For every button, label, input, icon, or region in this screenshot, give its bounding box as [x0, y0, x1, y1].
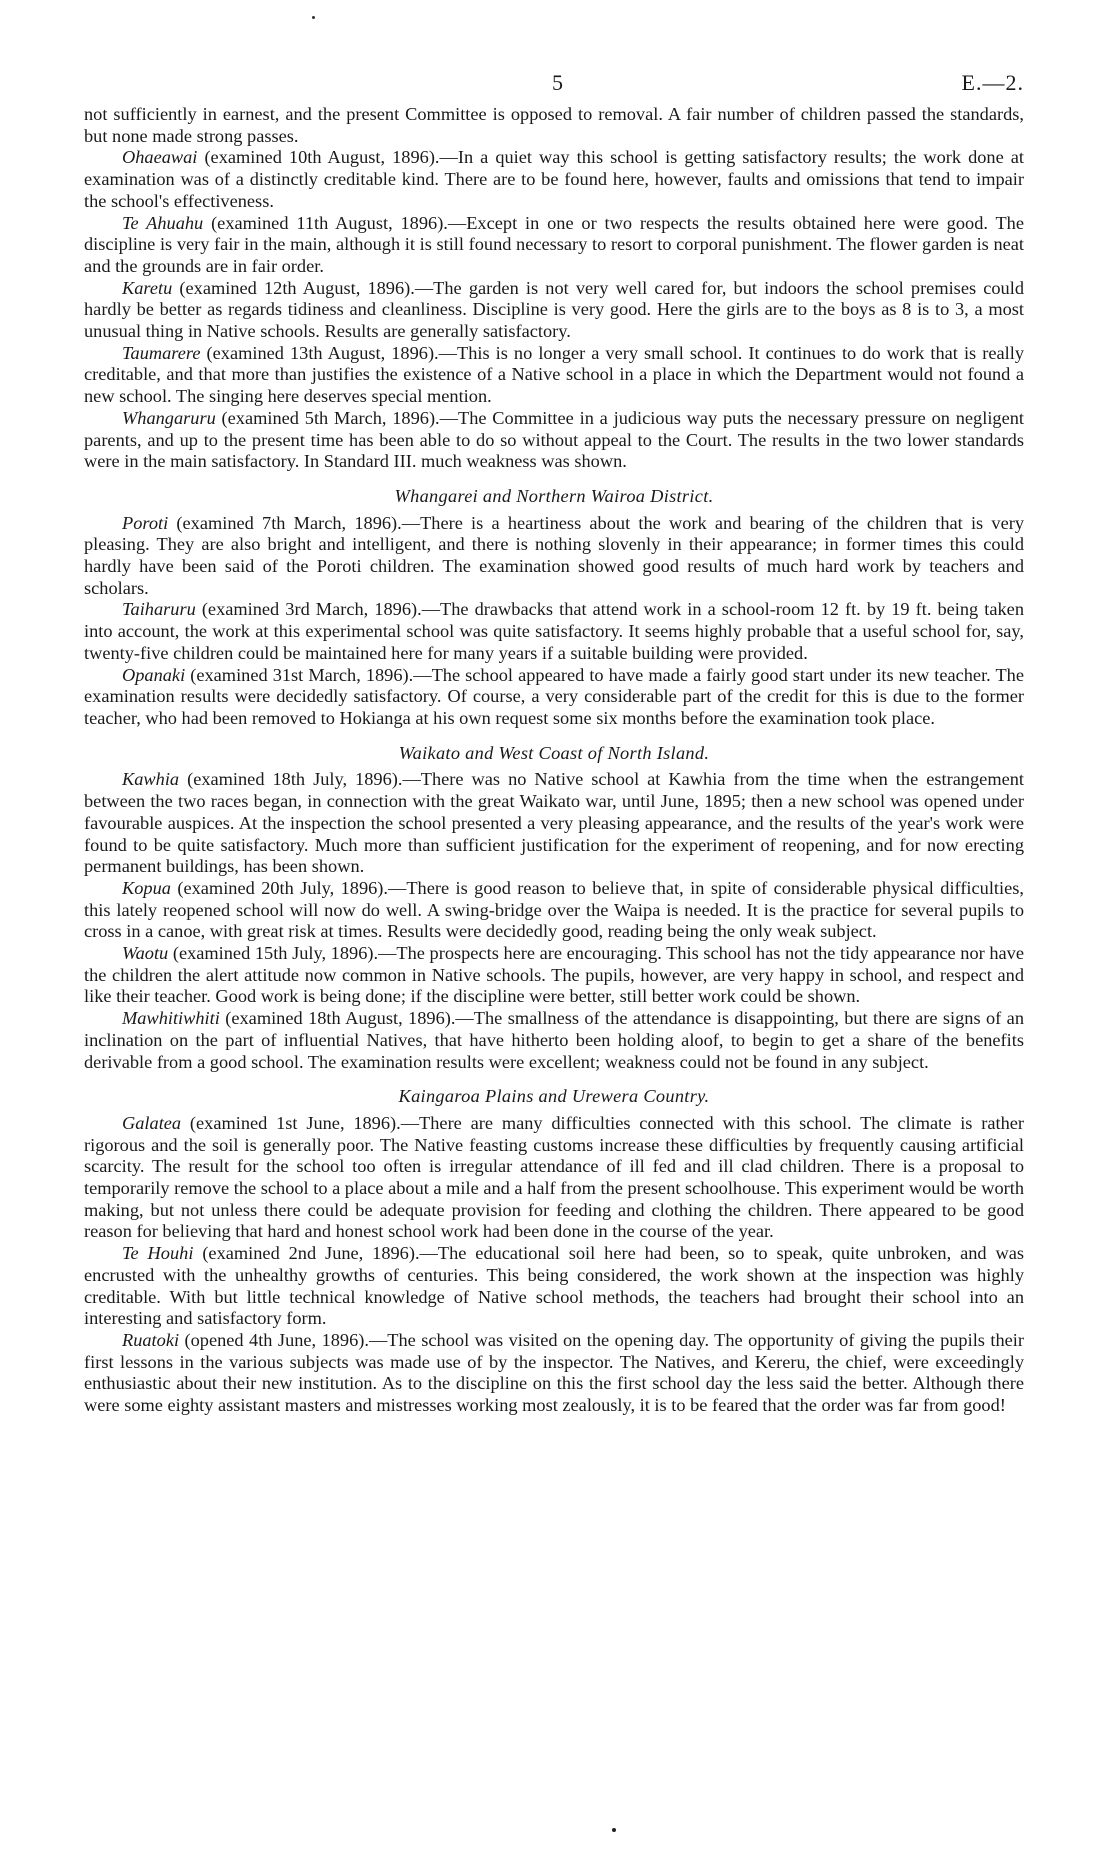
school-name: Waotu: [122, 943, 169, 964]
school-entry-taumarere: [84, 343, 1024, 408]
school-entry-poroti: [84, 513, 1024, 600]
school-name: Ohaeawai: [122, 147, 198, 168]
school-entry-taiharuru: [84, 599, 1024, 664]
school-entry-galatea: [84, 1113, 1024, 1243]
entry-text: (examined 15th July, 1896).—The prospects here are encouraging. This school has not the tidy appearance nor have the children the alert attitude now common in Native schools. The pupils, however, are very happy in school, and respect and like their teacher. Good work is being done; if the discipline were better, still better work could be shown.: [84, 943, 1024, 1007]
school-name: Karetu: [122, 277, 173, 298]
school-entry-whangaruru: [84, 408, 1024, 473]
speck-mark: [312, 16, 315, 19]
speck-mark: [612, 1828, 616, 1832]
school-entry-karetu: [84, 278, 1024, 343]
school-name: Ruatoki: [122, 1329, 180, 1350]
entry-text: (examined 7th March, 1896).—There is a heartiness about the work and bearing of the children that is very pleasing. They are also bright and intelligent, and there is nothing slovenly in their appearance; in former times this could hardly have been said of the Poroti children. The examination showed good results of much hard work by teachers and scholars.: [84, 512, 1024, 598]
school-entry-te-ahuahu: [84, 213, 1024, 278]
entry-text: (examined 11th August, 1896).—Except in one or two respects the results obtained here were good. The discipline is very fair in the main, although it is still found necessary to resort to corporal punishment. The flower garden is neat and the grounds are in fair order.: [84, 212, 1024, 276]
entry-text: (examined 1st June, 1896).—There are many difficulties connected with this school. The climate is rather rigorous and the soil is generally poor. The Native feasting customs increase these difficulties by frequently causing artificial scarcity. The result for the school too often is irregular attendance of ill fed and ill clad children. There is a proposal to temporarily remove the school to a place about a mile and a half from the present schoolhouse. This experiment would be worth making, but not unless there could be adequate provision for feeding and clothing the children. There appeared to be good reason for believing that hard and honest school work had been done in the course of the year.: [84, 1112, 1025, 1242]
school-name: Taumarere: [122, 342, 201, 363]
school-name: Whangaruru: [122, 407, 216, 428]
school-name: Mawhitiwhiti: [122, 1008, 220, 1029]
school-name: Galatea: [122, 1112, 182, 1133]
school-name: Kopua: [122, 877, 171, 898]
section-heading-kaingaroa: Kaingaroa Plains and Urewera Country.: [398, 1086, 710, 1107]
document-reference: E.—2.: [961, 70, 1024, 95]
school-name: Kawhia: [122, 769, 180, 790]
school-name: Poroti: [122, 512, 169, 533]
entry-text: (examined 2nd June, 1896).—The educational soil here had been, so to speak, quite unbroken, and was encrusted with the unhealthy growths of centuries. This being considered, the work shown at the inspection was highly creditable. With but little technical knowledge of Native school methods, the teachers had brought their school into an interesting and satisfactory form.: [84, 1243, 1024, 1329]
school-name: Opanaki: [122, 664, 186, 685]
entry-text: (examined 13th August, 1896).—This is no longer a very small school. It continues to do work that is really creditable, and that more than justifies the existence of a Native school in a place in which the Department would not found a new school. The singing here deserves special mention.: [84, 342, 1024, 407]
entry-text: (examined 5th March, 1896).—The Committee in a judicious way puts the necessary pressure on negligent parents, and up to the present time has been able to do so without appeal to the Court. The results in the two lower standards were in the main satisfactory. In Standard III. much weakness was shown.: [84, 407, 1024, 472]
entry-text: (opened 4th June, 1896).—The school was visited on the opening day. The opportunity of giving the pupils their first lessons in the various subjects was made use of by the inspector. The Natives, and Kereru, the chief, were exceedingly enthusiastic about their new institution. As to the discipline on this the first school day the less said the better. Although there were some eighty assistant masters and mistresses working most zealously, it is to be feared that the order was far from good!: [84, 1329, 1024, 1416]
school-entry-ruatoki: [84, 1330, 1024, 1417]
school-name: Te Houhi: [122, 1243, 194, 1264]
entry-text: (examined 10th August, 1896).—In a quiet way this school is getting satisfactory results; the work done at examination was of a distinctly creditable kind. There are to be found here, however, faults and omissions that tend to impair the school's effectiveness.: [84, 147, 1024, 211]
school-entry-kawhia: [84, 769, 1024, 878]
page-header: [84, 70, 1024, 100]
school-name: Taiharuru: [122, 599, 196, 620]
school-entry-mawhitiwhiti: [84, 1008, 1024, 1073]
entry-text: (examined 20th July, 1896).—There is good reason to believe that, in spite of considerable physical difficulties, this lately reopened school will now do well. A swing-bridge over the Waipa is needed. It is the practice for several pupils to cross in a canoe, with great risk at times. Results were decidedly good, reading being the only weak subject.: [84, 877, 1024, 942]
school-entry-ohaeawai: [84, 147, 1024, 212]
paragraph-text: not sufficiently in earnest, and the present Committee is opposed to removal. A fair number of children passed the standards, but none made strong passes.: [84, 104, 1024, 146]
report-body: [84, 104, 1024, 1417]
continued-paragraph: [84, 104, 1024, 147]
page-number: 5: [552, 70, 563, 95]
entry-text: (examined 31st March, 1896).—The school appeared to have made a fairly good start under its new teacher. The examination results were decidedly satisfactory. Of course, a very considerable part of the credit for this is due to the former teacher, who had been removed to Hokianga at his own request some six months before the examination took place.: [84, 664, 1024, 728]
school-entry-te-houhi: [84, 1243, 1024, 1330]
school-entry-kopua: [84, 878, 1024, 943]
school-entry-waotu: [84, 943, 1024, 1008]
section-heading-waikato: Waikato and West Coast of North Island.: [398, 742, 710, 763]
section-heading-whangarei: Whangarei and Northern Wairoa District.: [394, 485, 714, 506]
school-entry-opanaki: [84, 665, 1024, 730]
entry-text: (examined 12th August, 1896).—The garden is not very well cared for, but indoors the school premises could hardly be better as regards tidiness and cleanliness. Discipline is very good. Here the girls are to the boys as 8 is to 3, a most unusual thing in Native schools. Results are generally satisfactory.: [84, 277, 1024, 342]
entry-text: (examined 18th August, 1896).—The smallness of the attendance is disappointing, but there are signs of an inclination on the part of influential Natives, that have hitherto been holding aloof, to begin to get a share of the benefits derivable from a good school. The examination results were excellent; weakness could not be found in any subject.: [84, 1008, 1024, 1072]
entry-text: (examined 3rd March, 1896).—The drawbacks that attend work in a school-room 12 ft. by 19 ft. being taken into account, the work at this experimental school was quite satisfactory. It seems highly probable that a useful school for, say, twenty-five children could be maintained here for many years if a suitable building were provided.: [84, 599, 1024, 663]
entry-text: (examined 18th July, 1896).—There was no Native school at Kawhia from the time when the estrangement between the two races began, in connection with the great Waikato war, until June, 1895; then a new school was opened under favourable auspices. At the inspection the school presented a very pleasing appearance, and the results of the year's work were found to be quite satisfactory. Much more than sufficient justification for the experiment of reopening, and for now erecting permanent buildings, has been shown.: [84, 769, 1024, 877]
school-name: Te Ahuahu: [122, 212, 204, 233]
